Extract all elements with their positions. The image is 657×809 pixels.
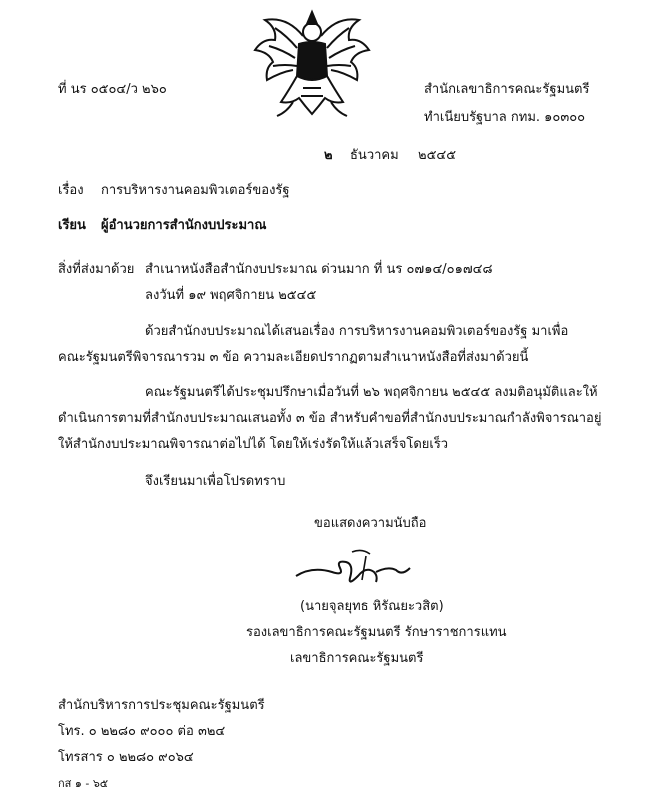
closing-salutation: ขอแสดงความนับถือ	[314, 516, 427, 531]
subject-text: การบริหารงานคอมพิวเตอร์ของรัฐ	[101, 183, 290, 198]
paragraph-1-line-2: คณะรัฐมนตรีพิจารณารวม ๓ ข้อ ความละเอียดปรากฏตามสำเนาหนังสือที่ส่งมาด้วยนี้	[58, 350, 529, 365]
footer-department: สำนักบริหารการประชุมคณะรัฐมนตรี	[58, 698, 265, 713]
footer-phone: โทร. ๐ ๒๒๘๐ ๙๐๐๐ ต่อ ๓๒๔	[58, 724, 226, 739]
enclosure-line-1: สำเนาหนังสือสำนักงบประมาณ ด่วนมาก ที่ นร ๐๗๑๔/๐๑๗๔๘	[145, 262, 493, 277]
paragraph-2-line-2: ดำเนินการตามที่สำนักงบประมาณเสนอทั้ง ๓ ข้อ สำหรับคำขอที่สำนักงบประมาณกำลังพิจารณาอยู่	[58, 411, 602, 426]
signer-name: (นายจุลยุทธ หิรัณยะวสิต)	[300, 599, 444, 614]
enclosure-label: สิ่งที่ส่งมาด้วย	[58, 262, 135, 277]
paragraph-3: จึงเรียนมาเพื่อโปรดทราบ	[145, 474, 286, 489]
to-text: ผู้อำนวยการสำนักงบประมาณ	[101, 218, 267, 233]
date-month: ธันวาคม	[350, 148, 399, 163]
footer-fax: โทรสาร ๐ ๒๒๘๐ ๙๐๖๔	[58, 750, 194, 765]
garuda-emblem-icon	[247, 6, 377, 124]
reference-number: ที่ นร ๐๕๐๔/ว ๒๖๐	[58, 82, 167, 97]
date-year: ๒๕๔๕	[418, 148, 457, 163]
handwritten-signature	[292, 546, 417, 596]
form-code: กส ๑ - ๖๕	[58, 777, 109, 790]
signer-position-line-2: เลขาธิการคณะรัฐมนตรี	[290, 651, 424, 666]
paragraph-2-line-1: คณะรัฐมนตรีได้ประชุมปรึกษาเมื่อวันที่ ๒๖ พฤศจิกายน ๒๕๔๕ ลงมติอนุมัติและให้	[145, 385, 598, 400]
date-day: ๒	[324, 148, 333, 163]
office-name: สำนักเลขาธิการคณะรัฐมนตรี	[424, 82, 590, 97]
subject-label: เรื่อง	[58, 183, 84, 198]
signer-position-line-1: รองเลขาธิการคณะรัฐมนตรี รักษาราชการแทน	[246, 625, 507, 640]
enclosure-line-2: ลงวันที่ ๑๙ พฤศจิกายน ๒๕๔๕	[145, 288, 317, 303]
office-address: ทำเนียบรัฐบาล กทม. ๑๐๓๐๐	[424, 110, 586, 125]
to-label: เรียน	[58, 218, 86, 233]
paragraph-2-line-3: ให้สำนักงบประมาณพิจารณาต่อไปได้ โดยให้เร่งรัดให้แล้วเสร็จโดยเร็ว	[58, 437, 449, 452]
paragraph-1-line-1: ด้วยสำนักงบประมาณได้เสนอเรื่อง การบริหารงานคอมพิวเตอร์ของรัฐ มาเพื่อ	[145, 324, 569, 339]
